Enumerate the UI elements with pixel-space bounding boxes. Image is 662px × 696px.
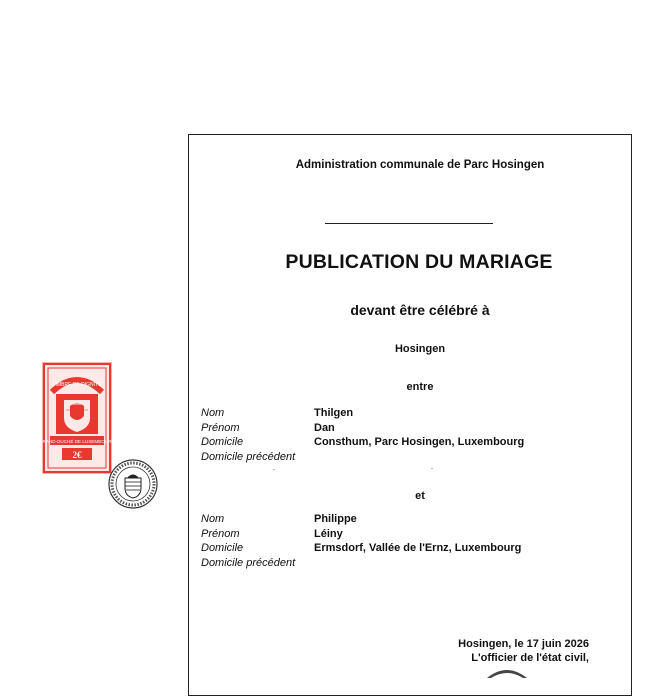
- header-divider: [325, 223, 493, 224]
- nom-value: Thilgen: [314, 407, 354, 419]
- nom-label: Nom: [201, 407, 225, 419]
- commune-seal-graphic: [107, 458, 159, 510]
- administration-header: Administration communale de Parc Hosingen: [295, 159, 545, 171]
- domicile-precedent-label: Domicile précédent: [201, 450, 296, 463]
- stamp-value: 2€: [72, 450, 82, 460]
- officer-seal: [485, 665, 529, 683]
- commune-seal: [107, 458, 159, 515]
- stamp-bottom-text: GRAND-DUCHÉ DE LUXEMBOURG: [42, 439, 112, 444]
- domicile-value: Consthum, Parc Hosingen, Luxembourg: [314, 436, 525, 448]
- between-label: entre: [406, 381, 434, 393]
- document-title: PUBLICATION DU MARIAGE: [285, 251, 553, 273]
- stamp-top-text: TIMBRE DE DIGNITÉ: [52, 382, 102, 388]
- prenom-label: Prénom: [201, 421, 240, 434]
- spouse-1-domicile-row: [201, 436, 621, 451]
- ceremony-place: Hosingen: [394, 343, 446, 355]
- fiscal-stamp-graphic: [42, 362, 112, 474]
- spouse-2-prenom-row: [201, 528, 621, 543]
- scan-speck: [431, 468, 433, 469]
- nom-label: Nom: [201, 513, 225, 525]
- prenom-value: Léiny: [314, 527, 343, 540]
- officer-seal-graphic: [485, 666, 529, 678]
- domicile-value: Ermsdorf, Vallée de l'Ernz, Luxembourg: [314, 542, 522, 554]
- domicile-label: Domicile: [201, 542, 244, 554]
- spouse-2-domicile-row: [201, 542, 621, 557]
- document-subtitle: devant être célébré à: [350, 302, 490, 318]
- domicile-precedent-label: Domicile précédent: [201, 556, 296, 569]
- and-label: et: [415, 490, 425, 502]
- fiscal-stamp: [42, 362, 112, 479]
- nom-value: Philippe: [314, 513, 357, 525]
- scan-speck: [273, 469, 275, 470]
- domicile-label: Domicile: [201, 436, 244, 448]
- signature-officer: L'officier de l'état civil,: [471, 652, 589, 664]
- prenom-value: Dan: [314, 421, 335, 434]
- spouse-2-domicile-precedent-row: [201, 557, 621, 572]
- prenom-label: Prénom: [201, 527, 240, 540]
- spouse-1-nom-row: [201, 407, 621, 422]
- spouse-2-nom-row: [201, 513, 621, 528]
- spouse-1-domicile-precedent-row: [201, 451, 621, 466]
- spouse-1-prenom-row: [201, 422, 621, 437]
- signature-place-date: Hosingen, le 17 juin 2026: [458, 638, 589, 650]
- publication-document: [188, 134, 632, 696]
